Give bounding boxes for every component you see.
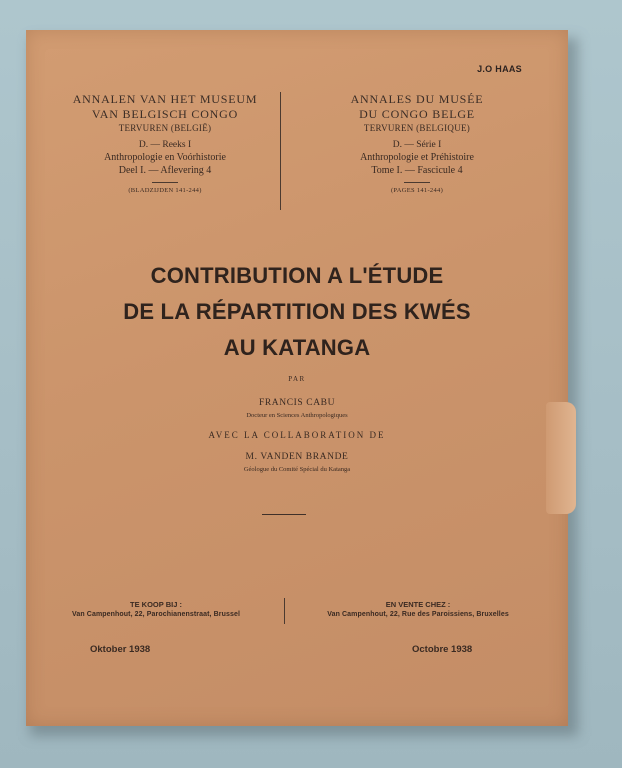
date-french: Octobre 1938 bbox=[412, 644, 473, 655]
sale-dutch-label: TE KOOP BIJ : bbox=[130, 600, 182, 609]
header-french-pages: (PAGES 141-244) bbox=[390, 187, 444, 195]
header-dutch-line1: ANNALEN VAN HET MUSEUM bbox=[72, 92, 258, 106]
date-dutch: Oktober 1938 bbox=[90, 644, 151, 655]
header-french-series: D. — Série I bbox=[392, 140, 442, 151]
header-dutch-line2: VAN BELGISCH CONGO bbox=[91, 107, 239, 121]
sale-info-french bbox=[288, 600, 548, 620]
sale-dutch-address: Van Campenhout, 22, Parochianenstraat, Brussel bbox=[72, 611, 240, 619]
header-dutch-volume: Deel I. — Aflevering 4 bbox=[118, 164, 212, 176]
header-french-line2: DU CONGO BELGE bbox=[359, 107, 475, 121]
header-dutch-city: TERVUREN (BELGIË) bbox=[118, 123, 212, 133]
sale-info-dutch bbox=[26, 600, 286, 620]
sale-french-address: Van Campenhout, 22, Rue des Paroissiens, Bruxelles bbox=[327, 611, 509, 619]
collaborator-name: M. VANDEN BRANDE bbox=[245, 452, 349, 462]
header-dutch-pages: (BLADZIJDEN 141-244) bbox=[128, 187, 202, 195]
collaboration-label: AVEC LA COLLABORATION DE bbox=[208, 430, 386, 440]
header-dutch-rule bbox=[152, 182, 178, 183]
owner-stamp: J.O HAAS bbox=[477, 64, 522, 74]
main-title bbox=[26, 258, 568, 366]
sale-french-label: EN VENTE CHEZ : bbox=[385, 600, 451, 609]
header-divider bbox=[280, 92, 281, 210]
byline-par: PAR bbox=[288, 375, 306, 383]
title-line2: DE LA RÉPARTITION DES KWÉS bbox=[123, 299, 471, 324]
title-line3: AU KATANGA bbox=[223, 335, 371, 360]
header-french bbox=[292, 92, 542, 195]
title-line1: CONTRIBUTION A L'ÉTUDE bbox=[150, 263, 444, 288]
header-french-subject: Anthropologie et Préhistoire bbox=[360, 152, 474, 164]
collaborator-description: Géologue du Comité Spécial du Katanga bbox=[243, 466, 351, 473]
center-rule bbox=[262, 514, 306, 515]
header-dutch-series: D. — Reeks I bbox=[138, 140, 192, 151]
header-french-line1: ANNALES DU MUSÉE bbox=[350, 92, 484, 106]
author-name: FRANCIS CABU bbox=[258, 398, 336, 408]
header-french-rule bbox=[404, 182, 430, 183]
book-cover bbox=[26, 30, 568, 726]
sale-divider bbox=[284, 598, 285, 624]
author-description: Docteur en Sciences Anthropologiques bbox=[246, 412, 348, 419]
header-french-city: TERVUREN (BELGIQUE) bbox=[363, 123, 471, 133]
header-french-volume: Tome I. — Fascicule 4 bbox=[371, 164, 463, 176]
header-dutch-subject: Anthropologie en Voórhistorie bbox=[104, 152, 226, 164]
header-dutch bbox=[40, 92, 290, 195]
